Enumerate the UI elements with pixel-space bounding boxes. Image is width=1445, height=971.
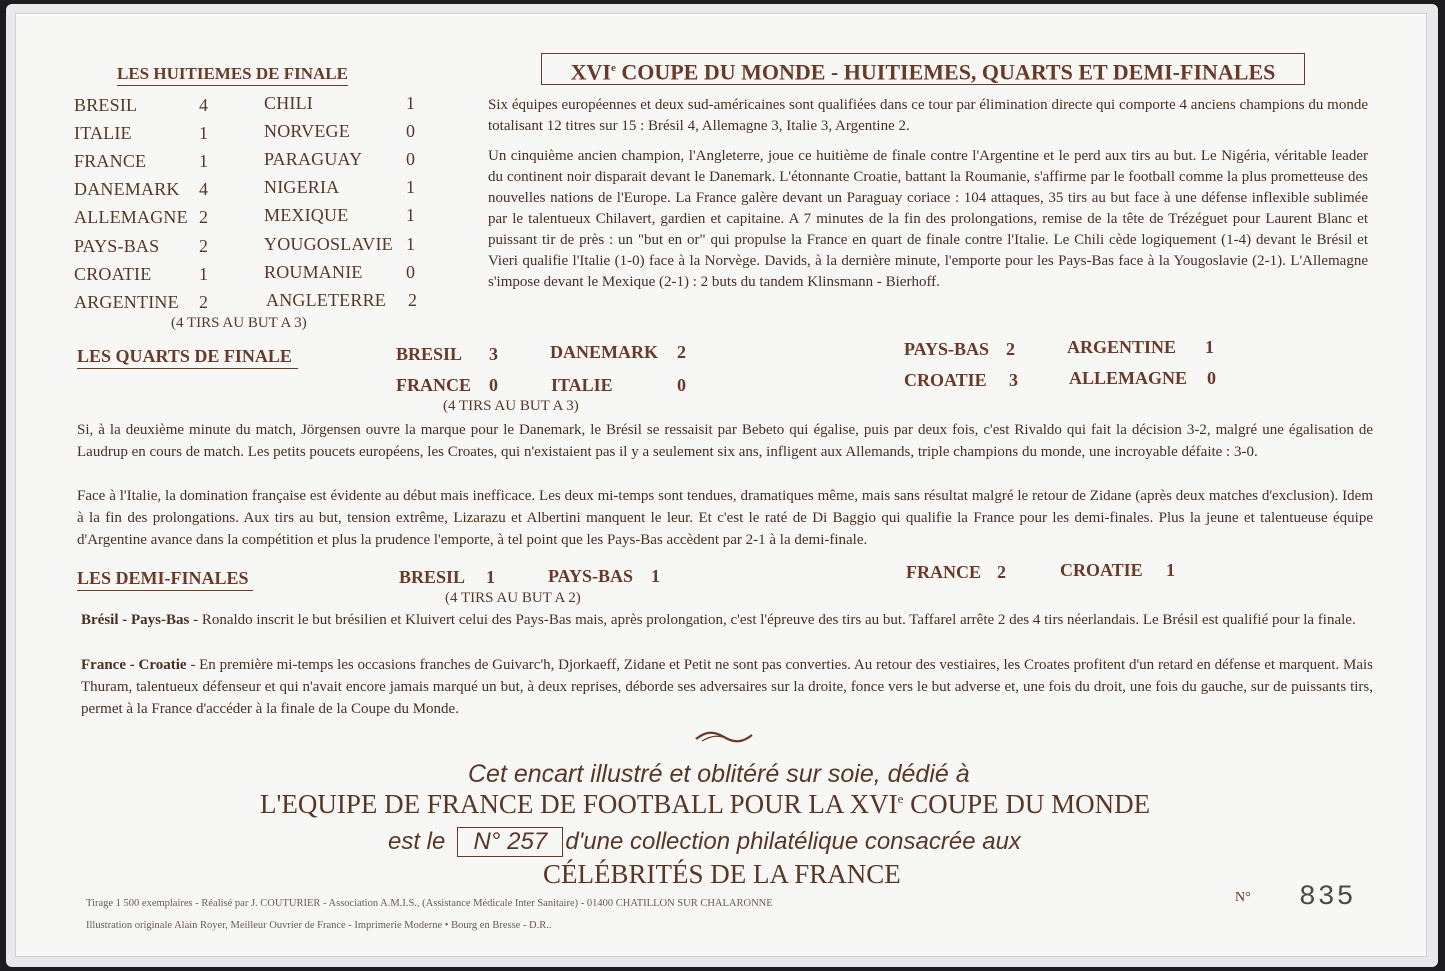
huitiemes-home-team: ITALIE — [74, 123, 132, 143]
huitiemes-away-score: 2 — [408, 290, 417, 310]
huitiemes-home-score: 4 — [199, 179, 208, 199]
quarts-m2-away: ITALIE — [551, 375, 613, 395]
huitiemes-away-score: 1 — [406, 93, 415, 113]
collection-number-box: N° 257 — [457, 827, 563, 857]
footer-team-line-sup: e — [897, 791, 904, 806]
huitiemes-home-score: 2 — [199, 292, 208, 312]
huitiemes-home-score: 4 — [199, 95, 208, 115]
demis-m1-away-score: 1 — [651, 566, 660, 586]
huitiemes-detail-paragraph: Un cinquième ancien champion, l'Angleterre, joue ce huitième de finale contre l'Argentine et le perd aux tirs au but. Le Nigéria, véritable leader du continent noir disparait devant le Danemark. L'étonnante Croatie, battant la Roumanie, s'affirme par le football comme la plus prometteuse des nouvelles nations de l'Europe. La France galère devant un Paraguay coriace : 104 attaques, 35 tirs au but face à une défense inflexible sublimée par le talentueux Chilavert, gardien et capitaine. A 7 minutes de la fin des prolongations, remise de la tête de Trézéguet pour Laurent Blanc et puissant tir de près : un "but en or" qui propulse la France en quart de finale contre l'Italie. Le Chili cède logiquement (1-4) devant le Brésil et Vieri qualifie l'Italie (1-0) face à la Norvège. Davids, à la dernière minute, l'emporte pour les Pays-Bas face à la Yougoslavie (2-1). L'Allemagne s'impose devant le Mexique (2-1) : 2 buts du tandem Klinsmann - Bierhoff. — [488, 148, 1368, 290]
huitiemes-away-score: 0 — [406, 121, 415, 141]
huitiemes-home-team: DANEMARK — [74, 179, 180, 199]
huitiemes-away-score: 0 — [406, 262, 415, 282]
huitiemes-home-score: 1 — [199, 123, 208, 143]
quarts-paragraph-2: Face à l'Italie, la domination française est évidente au début mais inefficace. Les deux mi-temps sont tendues, dramatiques même, mais sans résultat malgré le retour de Zidane (après deux matches d'exclusion). Idem à la fin des prolongations. Aux tirs au but, tension extrême, Lizarazu et Albertini manquent le leur. Et c'est le raté de Di Baggio qui qualifie la France pour les demi-finales. Plus la jeune et talentueuse équipe d'Argentine avance dans la compétition et plus la prudence l'emporte, à tel point que les Pays-Bas accèdent par 2-1 à la demi-finale. — [77, 488, 1373, 548]
quarts-m4-away-score: 0 — [1207, 368, 1216, 388]
demis-penalty-note: (4 TIRS AU BUT A 2) — [445, 590, 581, 606]
quarts-m4-home: CROATIE — [904, 370, 987, 390]
demis-paragraph-1-text: - Ronaldo inscrit le but brésilien et Kluivert celui des Pays-Bas mais, après prolongation, c'est l'épreuve des tirs au but. Taffarel arrête 2 des 4 tirs néerlandais. Le Brésil est qualifié pour la finale. — [189, 612, 1356, 628]
footer-collection-pre: est le — [388, 828, 446, 855]
page-title — [541, 53, 1305, 85]
footer-collection-post: d'une collection philatélique consacrée aux — [565, 828, 1021, 855]
huitiemes-away-team: CHILI — [264, 93, 313, 113]
demis-m2-away: CROATIE — [1060, 560, 1143, 580]
demis-heading: LES DEMI-FINALES — [77, 568, 253, 591]
quarts-heading: LES QUARTS DE FINALE — [77, 346, 298, 369]
quarts-penalty-note: (4 TIRS AU BUT A 3) — [443, 398, 579, 414]
huitiemes-intro-paragraph: Six équipes européennes et deux sud-américaines sont qualifiées dans ce tour par élimination directe qui comporte 4 anciens champions du monde totalisant 12 titres sur 15 : Brésil 4, Allemagne 3, Italie 3, Argentine 2. — [488, 97, 1368, 134]
demis-m2-home-score: 2 — [997, 562, 1006, 582]
huitiemes-home-team: FRANCE — [74, 151, 147, 171]
demis-m1-away: PAYS-BAS — [548, 566, 634, 586]
footer-collection-line — [388, 827, 1021, 857]
huitiemes-home-team: ALLEMAGNE — [74, 207, 188, 227]
demis-m1-home-score: 1 — [486, 567, 495, 587]
demis-paragraph-1 — [81, 609, 1373, 631]
huitiemes-home-team: ARGENTINE — [74, 292, 179, 312]
quarts-m2-home-score: 0 — [489, 375, 498, 395]
demis-paragraph-2 — [81, 654, 1373, 720]
document-sheet — [16, 14, 1426, 956]
demis-paragraph-2-text: - En première mi-temps les occasions franches de Guivarc'h, Djorkaeff, Zidane et Petit ne sont pas converties. Au retour des vestiaires, les Croates profitent d'un retard en défense et marquent. Mais Thuram, talentueux défenseur et qui n'avait encore jamais marqué un but, à deux reprises, déborde ses adversaires sur la droite, fonce vers le but adverse et, une fois du droit, une fois du gauche, sur de puissants tirs, permet à la France d'accéder à la finale de la Coupe du Monde. — [81, 657, 1374, 717]
print-info-line-1: Tirage 1 500 exemplaires - Réalisé par J. COUTURIER - Association A.M.I.S., (Assistance Médicale Inter Sanitaire) - 01400 CHATILLON SUR CHALARONNE — [86, 898, 773, 909]
huitiemes-home-team: PAYS-BAS — [74, 236, 160, 256]
footer-celebrities-line: CÉLÉBRITÉS DE LA FRANCE — [543, 859, 901, 889]
huitiemes-home-score: 2 — [199, 207, 208, 227]
huitiemes-away-team: YOUGOSLAVIE — [264, 234, 393, 254]
quarts-m3-home-score: 2 — [1006, 339, 1015, 359]
demis-m2-home: FRANCE — [906, 562, 981, 582]
huitiemes-away-score: 1 — [406, 234, 415, 254]
huitiemes-home-team: BRESIL — [74, 95, 138, 115]
quarts-m2-home: FRANCE — [396, 375, 471, 395]
quarts-m1-away: DANEMARK — [550, 342, 658, 362]
huitiemes-away-team: NORVEGE — [264, 121, 350, 141]
quarts-m1-away-score: 2 — [677, 342, 686, 362]
quarts-m1-home: BRESIL — [396, 344, 463, 364]
quarts-m3-away-score: 1 — [1205, 337, 1214, 357]
huitiemes-penalty-note: (4 TIRS AU BUT A 3) — [171, 315, 307, 331]
demis-paragraph-1-lead: Brésil - Pays-Bas — [81, 612, 190, 628]
quarts-m2-away-score: 0 — [677, 375, 686, 395]
quarts-paragraph-1: Si, à la deuxième minute du match, Jörgensen ouvre la marque pour le Danemark, le Brésil se ressaisit par Bebeto qui égalise, puis par deux fois, c'est Rivaldo qui fait la décision 3-2, malgré une égalisation de Laudrup en cours de match. Les petits poucets européens, les Croates, qui n'existaient pas il y a seulement six ans, infligent aux Allemands, triple champions du monde, une incroyable défaite : 3-0. — [77, 422, 1373, 460]
huitiemes-away-team: MEXIQUE — [264, 205, 349, 225]
demis-m2-away-score: 1 — [1166, 560, 1175, 580]
huitiemes-home-score: 1 — [199, 264, 208, 284]
serial-label: N° — [1235, 890, 1251, 905]
footer-team-line — [260, 789, 1150, 820]
huitiemes-away-team: ANGLETERRE — [266, 290, 386, 310]
swash-ornament-icon — [694, 727, 756, 747]
huitiemes-away-team: NIGERIA — [264, 177, 340, 197]
huitiemes-home-score: 1 — [199, 151, 208, 171]
huitiemes-home-score: 2 — [199, 236, 208, 256]
quarts-m3-home: PAYS-BAS — [904, 339, 990, 359]
title-rest: COUPE DU MONDE - HUITIEMES, QUARTS ET DEMI-FINALES — [615, 59, 1276, 85]
title-prefix: XVI — [570, 59, 611, 85]
demis-paragraph-2-lead: France - Croatie — [81, 657, 187, 673]
quarts-m3-away: ARGENTINE — [1067, 337, 1177, 357]
demis-m1-home: BRESIL — [399, 567, 466, 587]
huitiemes-away-team: PARAGUAY — [264, 149, 363, 169]
serial-number: 835 — [1299, 882, 1356, 913]
huitiemes-away-score: 0 — [406, 149, 415, 169]
huitiemes-heading: LES HUITIEMES DE FINALE — [117, 64, 348, 86]
quarts-m1-home-score: 3 — [489, 344, 498, 364]
huitiemes-away-score: 1 — [406, 205, 415, 225]
footer-team-line-post: COUPE DU MONDE — [903, 789, 1151, 819]
title-sup: e — [610, 62, 616, 74]
footer-dedication-line: Cet encart illustré et oblitéré sur soie, dédié à — [468, 760, 970, 788]
huitiemes-away-score: 1 — [406, 177, 415, 197]
huitiemes-home-team: CROATIE — [74, 264, 152, 284]
print-info-line-2: Illustration originale Alain Royer, Meilleur Ouvrier de France - Imprimerie Moderne • Bourg en Bresse - D.R.. — [86, 920, 552, 931]
footer-team-line-pre: L'EQUIPE DE FRANCE DE FOOTBALL POUR LA XVI — [260, 789, 898, 819]
quarts-m4-away: ALLEMAGNE — [1069, 368, 1188, 388]
quarts-m4-home-score: 3 — [1009, 370, 1018, 390]
huitiemes-away-team: ROUMANIE — [264, 262, 363, 282]
